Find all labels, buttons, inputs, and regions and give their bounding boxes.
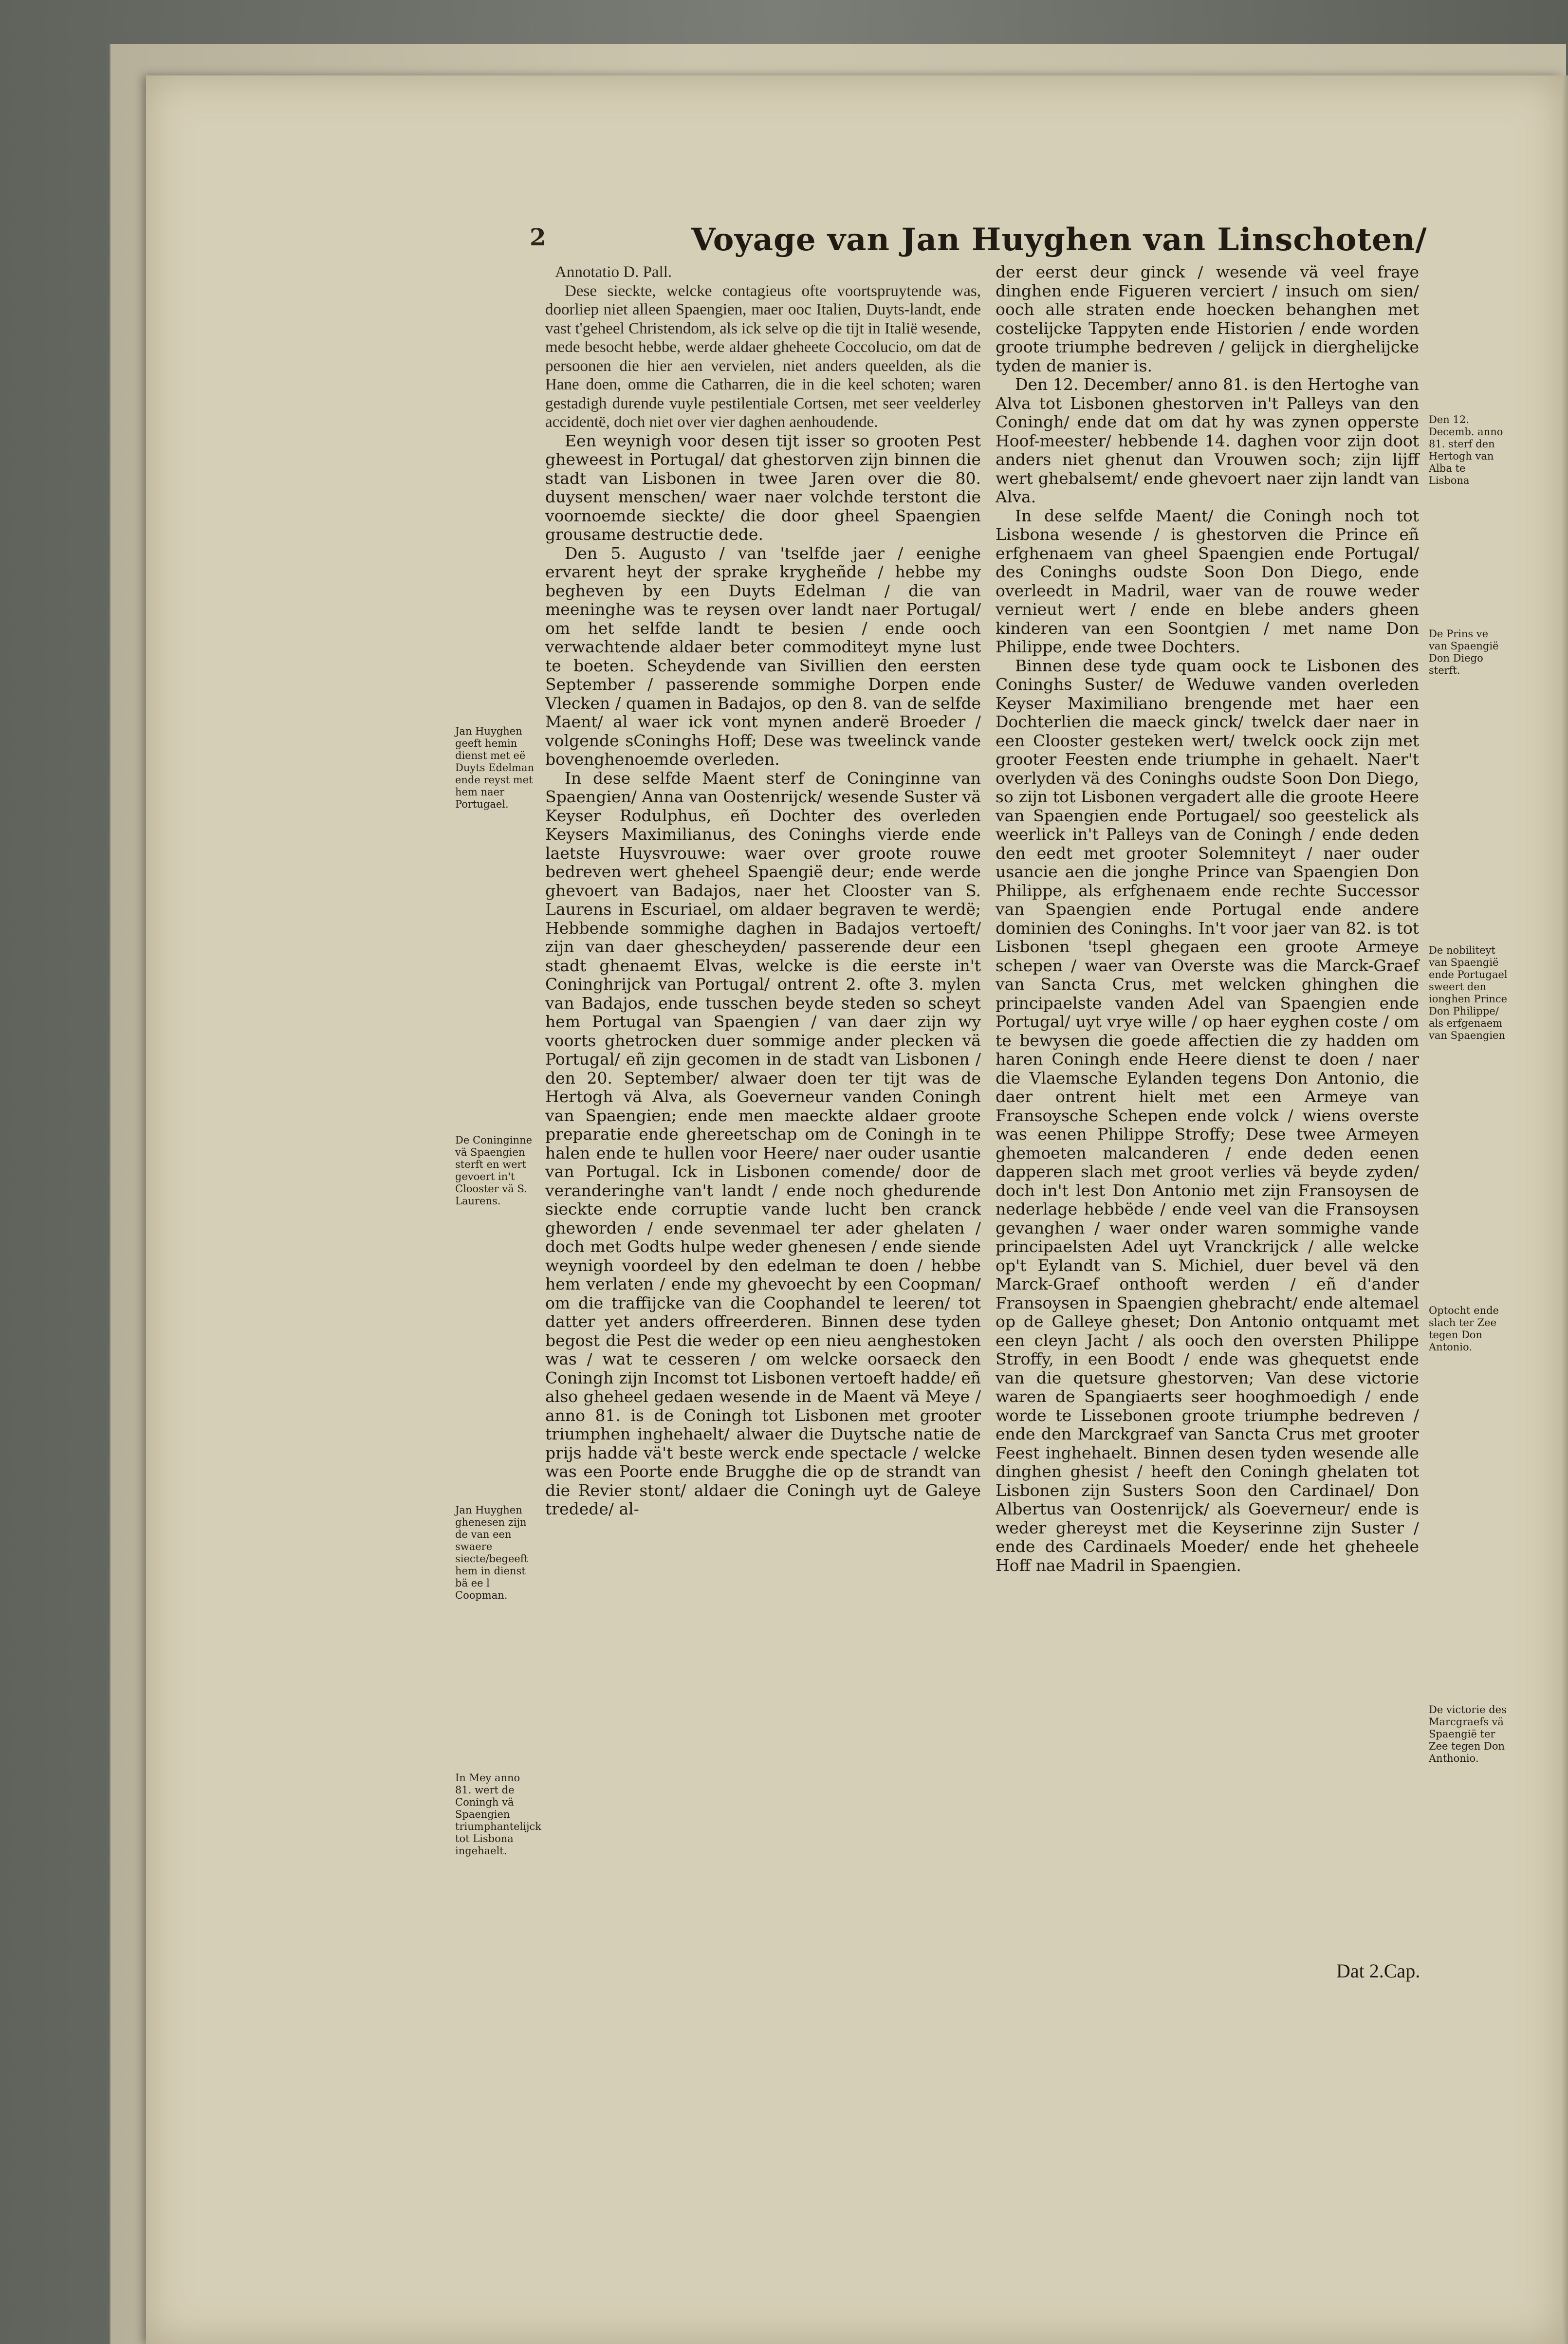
text-column-left [545,263,981,1519]
page-edge [1562,75,1568,2344]
paragraph: Den 5. Augusto / van 'tselfde jaer / eenighe ervarent heyt der sprake krygheñde / hebbe my begheven by een Duyts Edelman / die van meeninghe was te reysen over landt naer Portugal/ om het selfde landt te besien / ende ooch verwachtende aldaer beter commoditeyt myne lust te boeten. Scheydende van Sivillien den eersten September / passerende sommighe Dorpen ende Vlecken / quamen in Badajos, op den 8. van de selfde Maent/ al waer ick vont mynen anderë Broeder / volgende sConinghs Hoff; Dese was tweelinck vande bovenghenoemde overleden. [545,543,981,769]
page-number: 2 [530,224,546,251]
paragraph: Binnen dese tyde quam oock te Lisbonen des Coninghs Suster/ de Weduwe vanden overleden Keyser Maximiliano brengende met haer een Dochterlien die maeck ginck/ twelck daer naer in een Clooster gesteken wert/ twelck oock zijn met grooter Feesten ende triumphe in gehaelt. Naer't overlyden vä des Coninghs oudste Soon Don Diego, so zijn tot Lisbonen vergadert alle die groote Heere van Spaengien ende Portugael/ soo geestelick als weerlick in't Palleys van de Coningh / ende deden den eedt met grooter Solemniteyt / naer ouder usancie aen die jonghe Prince van Spaengien Don Philippe, als erfghenaem ende rechte Successor van Spaengien ende Portugal ende andere dominien des Coninghs. In't voor jaer van 82. is tot Lisbonen 'tsepl ghegaen een groote Armeye schepen / waer van Overste was die Marck-Graef van Sancta Crus, met welcken ghinghen die principaelste vanden Adel van Spaengien ende Portugal/ uyt vrye wille / op haer eyghen coste / om te bewysen die goede affectien die zy hadden om haren Coningh ende Heere dienst te doen / naer die Vlaemsche Eylanden tegens Don Antonio, die daer ontrent hielt met een Armeye van Fransoysche Schepen ende volck / wiens overste was eenen Philippe Stroffy; Dese twee Armeyen ghemoeten malcanderen / ende deden eenen dapperen slach met groot verlies vä beyde zyden/ doch in't lest Don Antonio met zijn Fransoysen de nederlage hebbëde / ende veel van die Fransoysen gevanghen / waer onder waren sommighe vande principaelsten Adel uyt Vranckrijck / alle welcke op't Eylandt van S. Michiel, duer bevel vä den Marck-Graef onthooft werden / eñ d'ander Fransoysen in Spaengien ghebracht/ ende altemael op de Galleye gheset; Don Antonio ontquamt met een cleyn Jacht / als ooch den oversten Philippe Stroffy, in een Boodt / ende was ghequetst ende van die quetsure ghestorven; Van dese victorie waren de Spangiaerts seer hooghmoedigh / ende worde te Lissebonen groote triumphe bedreven / ende den Marckgraef van Sancta Crus met grooter Feest inghehaelt. Binnen desen tyden wesende alle dinghen ghesist / heeft den Coningh ghelaten tot Lisbonen zijn Susters Soon den Cardinael/ Don Albertus van Oostenrijck/ als Goeverneur/ ende is weder ghereyst met die Keyserinne zijn Suster / ende des Cardinaels Moeder/ ende het gheheele Hoff nae Madril in Spaengien. [996,656,1419,1575]
margin-note-right: De nobiliteyt van Spaengië ende Portugael sweert den ionghen Prince Don Philippe/ als erfgenaem van Spaengien [1429,944,1508,1041]
text-column-right [996,263,1419,1575]
paragraph: In dese selfde Maent/ die Coningh noch tot Lisbona wesende / is ghestorven die Prince eñ erfghenaem van gheel Spaengien ende Portugal/ des Coninghs oudste Soon Don Diego, ende overleedt in Madril, waer van de rouwe weder vernieut wert / ende en blebe anders gheen kinderen van een Soontgien / met name Don Philippe, ende twee Dochters. [996,506,1419,656]
paragraph: Een weynigh voor desen tijt isser so grooten Pest gheweest in Portugal/ dat ghestorven zijn binnen die stadt van Lisbonen in twee Jaren over die 80. duysent menschen/ waer naer volchde terstont die voornoemde sieckte/ die door gheel Spaengien grousame destructie dede. [545,431,981,544]
margin-note-left: Jan Huyghen geeft hemin dienst met eë Duyts Edelman ende reyst met hem naer Portugael. [455,725,534,810]
running-title: Voyage van Jan Huyghen van Linschoten/ [691,221,1427,258]
margin-note-left: Jan Huyghen ghenesen zijn de van een swaere siecte/begeeft hem in dienst bä ee l Coopman. [455,1504,529,1601]
margin-note-right: Optocht ende slach ter Zee tegen Don Antonio. [1429,1305,1499,1353]
paragraph: der eerst deur ginck / wesende vä veel fraye dinghen ende Figueren verciert / insuch om sien/ ooch alle straten ende hoecken behanghen met costelijcke Tappyten ende Historien / ende worden groote triumphe bedreven / gelijck in dierghelijcke tyden de manier is. [996,262,1419,375]
paragraph: Den 12. December/ anno 81. is den Hertoghe van Alva tot Lisbonen ghestorven in't Palleys van den Coningh/ ende dat om dat hy was zynen opperste Hoof-meester/ hebbende 14. daghen voor zijn doot anders niet ghenut dan Vrouwen soch; zijn lijff wert ghebalsemt/ ende ghevoert naer zijn landt van Alva. [996,375,1419,506]
margin-note-right: De Prins ve van Spaengië Don Diego sterft. [1429,628,1499,676]
annotation-title: Annotatio D. Pall. [555,263,672,281]
paragraph: In dese selfde Maent sterf de Coninginne van Spaengien/ Anna van Oostenrijck/ wesende Suster vä Keyser Rodulphus, eñ Dochter des overleden Keysers Maximilianus, des Coninghs vierde ende laetste Huysvrouwe: waer over groote rouwe bedreven wert gheheel Spaengië deur; ende werde ghevoert van Badajos, naer het Clooster van S. Laurens in Escuriael, om aldaer begraven te werdë; Hebbende sommighe daghen in Badajos vertoeft/ zijn van daer ghescheyden/ passerende deur een stadt ghenaemt Elvas, welcke is die eerste in't Coninghrijck van Portugal/ ontrent 2. ofte 3. mylen van Badajos, ende tusschen beyde steden so scheyt hem Portugal van Spaengien / van daer zijn wy voorts ghetrocken duer sommige ander plecken vä Portugal/ eñ zijn gecomen in de stadt van Lisbonen / den 20. September/ alwaer doen ter tijt was de Hertogh vä Alva, als Goeverneur vanden Coningh van Spaengien; ende men maeckte aldaer groote preparatie ende ghereetschap om de Coningh in te halen ende te hullen voor Heere/ naer ouder usantie van Portugal. Ick in Lisbonen comende/ door de veranderinghe van't landt / ende noch ghedurende sieckte ende corruptie vande lucht ben cranck gheworden / ende sevenmael ter ader ghelaten / doch met Godts hulpe weder ghenesen / ende siende weynigh voordeel by den edelman te doen / hebbe hem verlaten / ende my ghevoecht by een Coopman/ om die traffijcke van die Coophandel te leeren/ tot datter yet anders offreerderen. Binnen dese tyden begost die Pest die weder op een nieu aenghestoken was / wat te cesseren / om welcke oorsaeck den Coningh zijn Incomst tot Lisbonen vertoeft hadde/ eñ also gheheel gedaen wesende in de Maent vä Meye / anno 81. is de Coningh tot Lisbonen met grooter triumphen inghehaelt/ alwaer die Duytsche natie de prijs hadde vä't beste werck ende spectacle / welcke was een Poorte ende Brugghe die op de strandt van die Revier stont/ aldaer die Coningh uyt de Galeye tredede/ al- [545,768,981,1518]
margin-note-right: Den 12. Decemb. anno 81. sterf den Hertogh van Alba te Lisbona [1429,414,1503,486]
margin-note-left: In Mey anno 81. wert de Coningh vä Spaengien triumphantelijck tot Lisbona ingehaelt. [455,1772,541,1857]
catchword: Dat 2.Cap. [1336,1960,1420,1982]
margin-note-right: De victorie des Marcgraefs vä Spaengië ter Zee tegen Don Anthonio. [1429,1704,1507,1764]
margin-note-left: De Coninginne vä Spaengien sterft en wert gevoert in't Clooster vä S. Laurens. [455,1134,533,1207]
annotation-text: Dese sieckte, welcke contagieus ofte voortspruytende was, doorliep niet alleen Spaengien, maer ooc Italien, Duyts-landt, ende vast t'geheel Christendom, als ick selve op die tijt in Italië wesende, mede besocht hebbe, werde aldaer gheheete Coccolucio, om dat de persoonen die hier aen vervielen, niet anders queelden, als die Hane doen, omme die Catharren, die in die keel schoten; waren gestadigh durende vuyle pestilentiale Cortsen, met seer veelderley accidentë, doch niet over vier daghen aenhoudende. [545,282,981,431]
